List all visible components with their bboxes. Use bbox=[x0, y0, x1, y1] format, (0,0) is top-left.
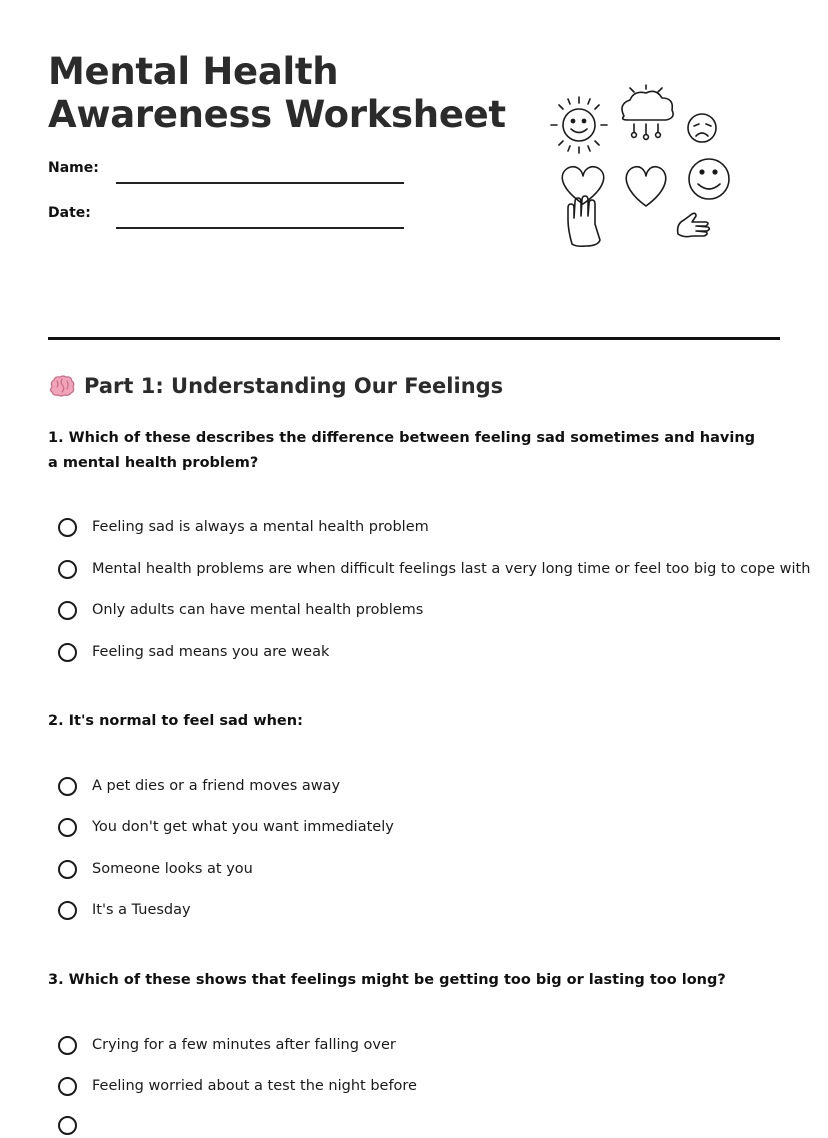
option-label: You don't get what you want immediately bbox=[92, 819, 394, 835]
option-label: Someone looks at you bbox=[92, 861, 253, 877]
radio-button[interactable] bbox=[58, 560, 77, 579]
sad-face-icon bbox=[688, 114, 716, 142]
radio-button[interactable] bbox=[58, 1077, 77, 1096]
name-field[interactable] bbox=[48, 160, 408, 190]
hand-icon bbox=[678, 213, 710, 236]
radio-button[interactable] bbox=[58, 1116, 77, 1135]
radio-button[interactable] bbox=[58, 777, 77, 796]
radio-button[interactable] bbox=[58, 901, 77, 920]
rain-cloud-icon bbox=[622, 85, 673, 139]
worksheet-title-line1: Mental Health bbox=[48, 50, 339, 93]
heart-icon bbox=[562, 167, 603, 204]
question-1: 1. Which of these describes the difference between feeling sad sometimes and having a mental health problem? bbox=[48, 430, 756, 471]
name-label: Name: bbox=[48, 160, 99, 176]
q3-option-3[interactable] bbox=[58, 1112, 92, 1138]
option-label: Feeling sad is always a mental health problem bbox=[92, 519, 429, 535]
q2-option-2[interactable] bbox=[58, 814, 394, 840]
radio-button[interactable] bbox=[58, 643, 77, 662]
heart-icon bbox=[626, 167, 666, 206]
q1-option-1[interactable] bbox=[58, 514, 429, 540]
radio-button[interactable] bbox=[58, 818, 77, 837]
section-heading-text: Part 1: Understanding Our Feelings bbox=[84, 374, 504, 398]
q1-option-4[interactable] bbox=[58, 639, 329, 665]
date-line[interactable] bbox=[116, 227, 404, 229]
q3-option-1[interactable] bbox=[58, 1032, 396, 1058]
radio-button[interactable] bbox=[58, 1036, 77, 1055]
q1-option-3[interactable] bbox=[58, 597, 423, 623]
q3-option-2[interactable] bbox=[58, 1073, 417, 1099]
option-label: Only adults can have mental health problems bbox=[92, 602, 424, 618]
option-label: Crying for a few minutes after falling over bbox=[92, 1037, 396, 1053]
option-label: A pet dies or a friend moves away bbox=[92, 778, 341, 794]
worksheet-title-line2: Awareness Worksheet bbox=[48, 93, 506, 136]
question-3: 3. Which of these shows that feelings might be getting too big or lasting too long? bbox=[48, 972, 726, 988]
option-label: Mental health problems are when difficult feelings last a very long time or feel too big to cope with bbox=[92, 561, 811, 577]
question-2: 2. It's normal to feel sad when: bbox=[48, 713, 303, 729]
brain-icon bbox=[48, 374, 76, 398]
q1-option-2[interactable] bbox=[58, 556, 810, 582]
feelings-illustration bbox=[546, 84, 736, 254]
date-field[interactable] bbox=[48, 205, 408, 235]
sun-icon bbox=[551, 97, 607, 153]
date-label: Date: bbox=[48, 205, 91, 221]
option-label: Feeling worried about a test the night before bbox=[92, 1078, 417, 1094]
q2-option-4[interactable] bbox=[58, 897, 191, 923]
smiley-face-icon bbox=[689, 159, 729, 199]
q2-option-1[interactable] bbox=[58, 773, 340, 799]
section-heading bbox=[48, 374, 503, 398]
name-line[interactable] bbox=[116, 182, 404, 184]
radio-button[interactable] bbox=[58, 601, 77, 620]
q2-option-3[interactable] bbox=[58, 856, 253, 882]
radio-button[interactable] bbox=[58, 518, 77, 537]
option-label: It's a Tuesday bbox=[92, 902, 191, 918]
option-label: Feeling sad means you are weak bbox=[92, 644, 330, 660]
radio-button[interactable] bbox=[58, 860, 77, 879]
header-divider bbox=[48, 337, 780, 340]
worksheet-title bbox=[48, 50, 506, 136]
